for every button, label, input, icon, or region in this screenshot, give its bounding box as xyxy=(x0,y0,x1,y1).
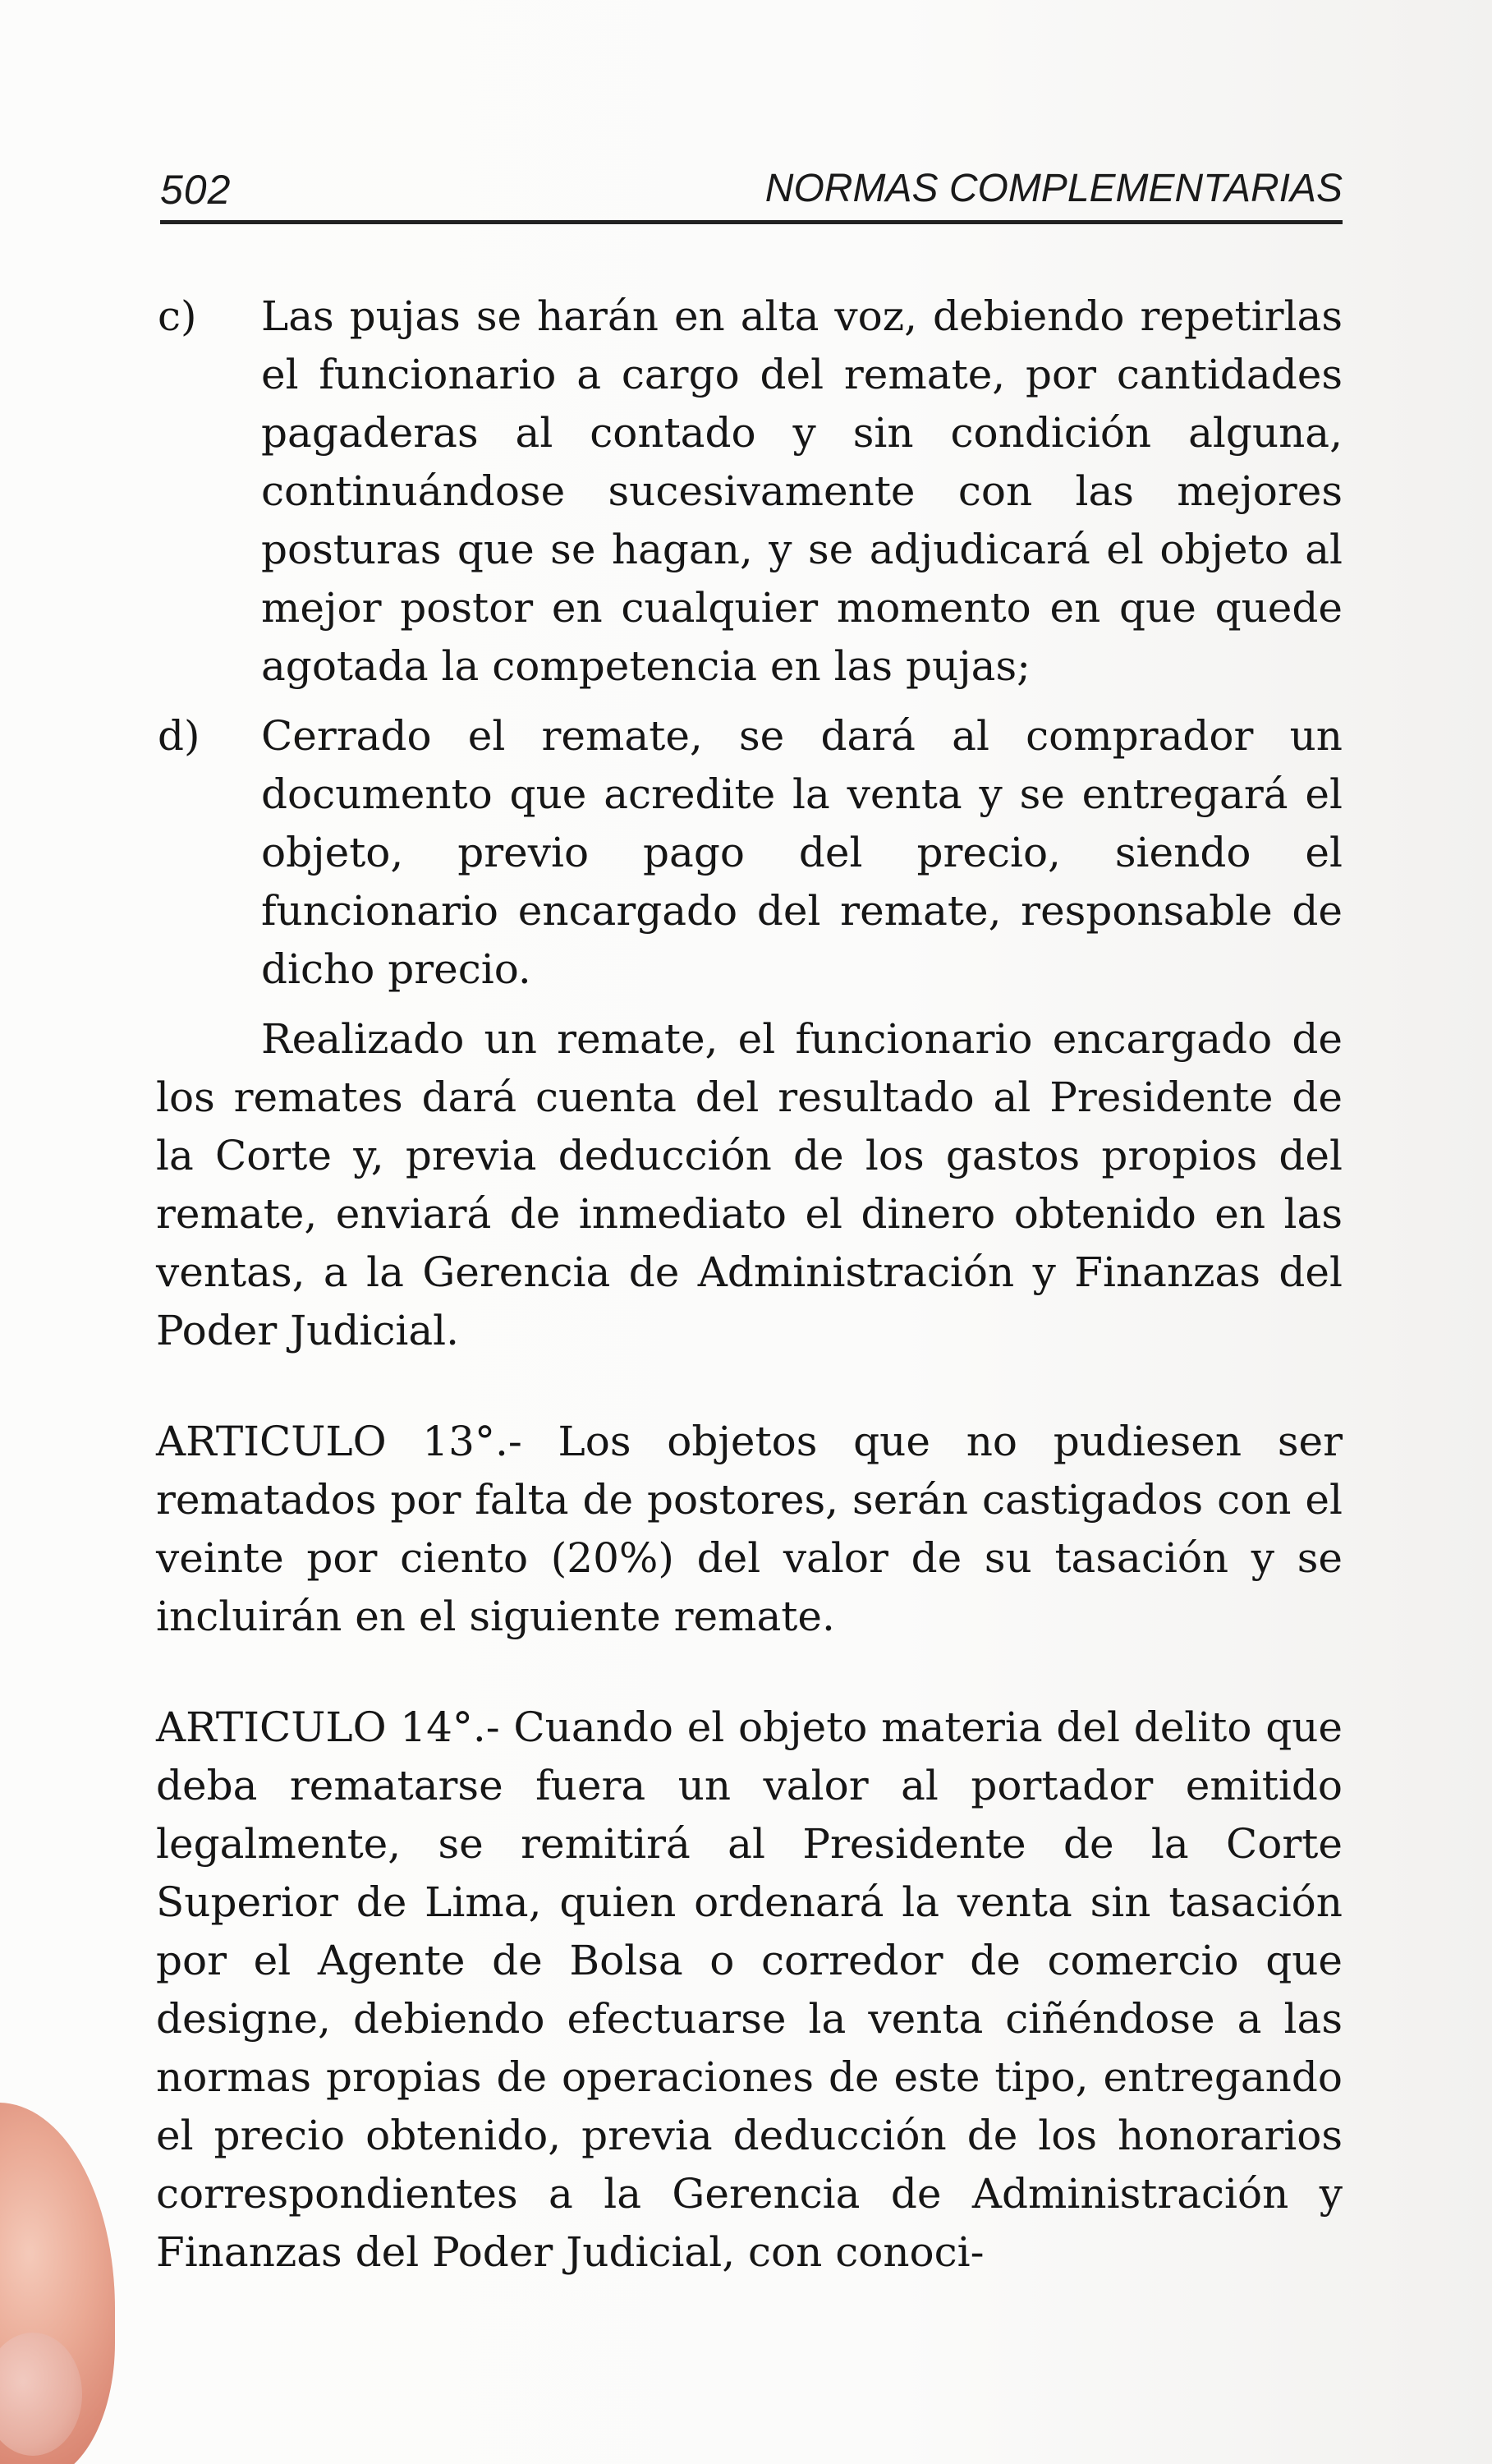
body-paragraph: Realizado un remate, el funcionario encargado de los remates dará cuenta del resultado al Presidente de la Corte y, previa deducción de los gastos propios del remate, enviará de inmediato el dinero obtenido en las ventas, a la Gerencia de Administración y Finanzas del Poder Judicial. xyxy=(156,1015,1343,1354)
page-body xyxy=(156,287,1343,2282)
list-item xyxy=(156,707,1343,999)
list-item-label: d) xyxy=(158,712,200,760)
page-header xyxy=(160,163,1343,220)
running-head: NORMAS COMPLEMENTARIAS xyxy=(764,167,1343,210)
list-item-text: Cerrado el remate, se dará al comprador un documento que acredite la venta y se entregará el objeto, previo pago del precio, siendo el funcionario encargado del remate, responsable de dicho precio. xyxy=(261,712,1343,993)
page-number: 502 xyxy=(160,167,232,213)
spacer xyxy=(156,1646,1343,1699)
spacer xyxy=(156,1360,1343,1413)
list-item-text: Las pujas se harán en alta voz, debiendo repetirlas el funcionario a cargo del remate, por cantidades pagaderas al contado y sin condición alguna, continuándose sucesivamente con las mejores posturas que se hagan, y se adjudicará el objeto al mejor postor en cualquier momento en que quede agotada la competencia en las pujas; xyxy=(261,292,1343,690)
list-item xyxy=(156,287,1343,696)
article-13: ARTICULO 13°.- Los objetos que no pudiesen ser rematados por falta de postores, serán castigados con el veinte por ciento (20%) del valor de su tasación y se incluirán en el siguiente remate. xyxy=(156,1418,1343,1640)
article-14: ARTICULO 14°.- Cuando el objeto materia del delito que deba rematarse fuera un valor al portador emitido legalmente, se remitirá al Presidente de la Corte Superior de Lima, quien ordenará la venta sin tasación por el Agente de Bolsa o corredor de comercio que designe, debiendo efectuarse la venta ciñéndose a las normas propias de operaciones de este tipo, entregando el precio obtenido, previa deducción de los honorarios correspondientes a la Gerencia de Administración y Finanzas del Poder Judicial, con conoci- xyxy=(156,1703,1343,2276)
list-item-label: c) xyxy=(158,292,197,340)
header-rule xyxy=(160,220,1343,224)
